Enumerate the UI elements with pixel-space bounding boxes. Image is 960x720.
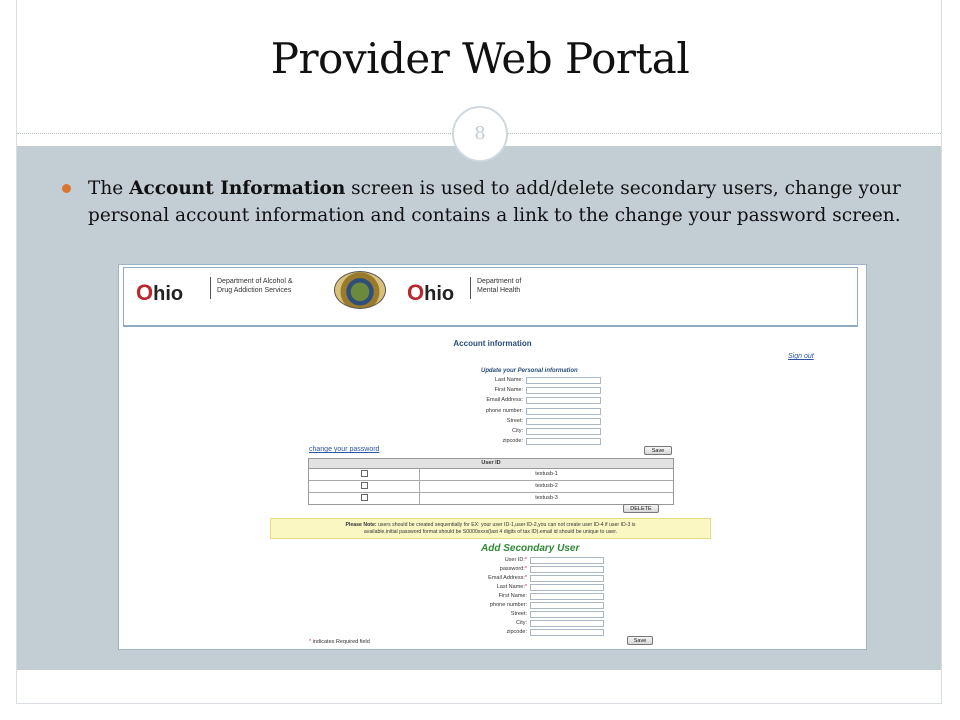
email-field[interactable]: [530, 575, 604, 582]
ohio-logo-1: Ohio: [136, 280, 184, 305]
field-label: zipcode:: [506, 629, 527, 635]
user-id-table: [308, 458, 674, 505]
row-checkbox[interactable]: [361, 470, 368, 477]
street-field[interactable]: [530, 611, 604, 618]
user-id-cell: testusb-3: [535, 495, 558, 501]
password-field[interactable]: [530, 566, 604, 573]
bullet-text: [88, 175, 902, 229]
field-label: City:: [516, 620, 527, 626]
field-label: First Name:: [494, 387, 523, 393]
add-secondary-user-title: Add Secondary User: [481, 543, 580, 554]
table-header: User ID: [309, 459, 673, 469]
field-label: Street:: [510, 611, 527, 617]
save-button[interactable]: Save: [644, 446, 672, 455]
dept-name-1: Department of Alcohol & Drug Addiction Services: [210, 277, 293, 299]
phone-field[interactable]: [526, 408, 601, 415]
field-label: City:: [512, 428, 523, 434]
sign-out-link[interactable]: Sign out: [788, 353, 814, 360]
bullet-text-post: screen is used to add/delete secondary users, change your personal account information and contains a link to the change your password screen.: [88, 178, 901, 226]
save-secondary-button[interactable]: Save: [627, 636, 653, 645]
bullet-item: [62, 175, 902, 229]
user-id-cell: testusb-2: [535, 483, 558, 489]
city-field[interactable]: [526, 428, 601, 435]
delete-button[interactable]: DELETE: [623, 504, 659, 513]
last-name-field[interactable]: [526, 377, 601, 384]
row-checkbox[interactable]: [361, 482, 368, 489]
zipcode-field[interactable]: [530, 629, 604, 636]
zipcode-field[interactable]: [526, 438, 601, 445]
first-name-field[interactable]: [530, 593, 604, 600]
field-label: phone number:: [486, 408, 523, 414]
city-field[interactable]: [530, 620, 604, 627]
please-note-box: Please Note: users should be created sequentially for EX: your user ID-1,user ID-2,you can not create user ID-4 if user ID-3 is available.initial password format should be S0000xxxx(last 4 digits of tax ID).email id should be unique to user.: [270, 518, 711, 539]
field-label: Street:: [506, 418, 523, 424]
account-info-title: Account information: [453, 339, 532, 348]
field-label: Email Address:: [486, 397, 523, 403]
first-name-field[interactable]: [526, 387, 601, 394]
field-label: phone number:: [490, 602, 527, 608]
required-field-note: * indicates Required field: [309, 639, 370, 645]
field-label: Last Name:*: [496, 584, 527, 590]
slide-title: Provider Web Portal: [270, 34, 690, 83]
user-id-field[interactable]: [530, 557, 604, 564]
ohio-seal-icon: [334, 271, 386, 309]
account-info-screenshot: [118, 264, 867, 650]
ohio-logo-2: Ohio: [407, 280, 455, 305]
street-field[interactable]: [526, 418, 601, 425]
page-number: 8: [452, 106, 508, 162]
bullet-dot-icon: [62, 184, 71, 193]
user-id-cell: testusb-1: [535, 471, 558, 477]
last-name-field[interactable]: [530, 584, 604, 591]
table-row: [309, 469, 673, 481]
field-label: Last Name:: [494, 377, 523, 383]
email-field[interactable]: [526, 397, 601, 404]
phone-field[interactable]: [530, 602, 604, 609]
field-label: zipcode:: [502, 438, 523, 444]
field-label: First Name:: [498, 593, 527, 599]
table-row: [309, 493, 673, 504]
table-row: [309, 481, 673, 493]
field-label: password:*: [499, 566, 527, 572]
bullet-text-pre: The: [88, 178, 130, 199]
field-label: User ID:*: [504, 557, 527, 563]
portal-header: [123, 267, 858, 327]
row-checkbox[interactable]: [361, 494, 368, 501]
dept-name-2: Department of Mental Health: [470, 277, 521, 299]
field-label: Email Address:*: [488, 575, 527, 581]
update-info-title: Update your Personal information: [481, 368, 578, 374]
bullet-text-bold: Account Information: [129, 178, 346, 199]
change-password-link[interactable]: change your password: [309, 446, 380, 453]
